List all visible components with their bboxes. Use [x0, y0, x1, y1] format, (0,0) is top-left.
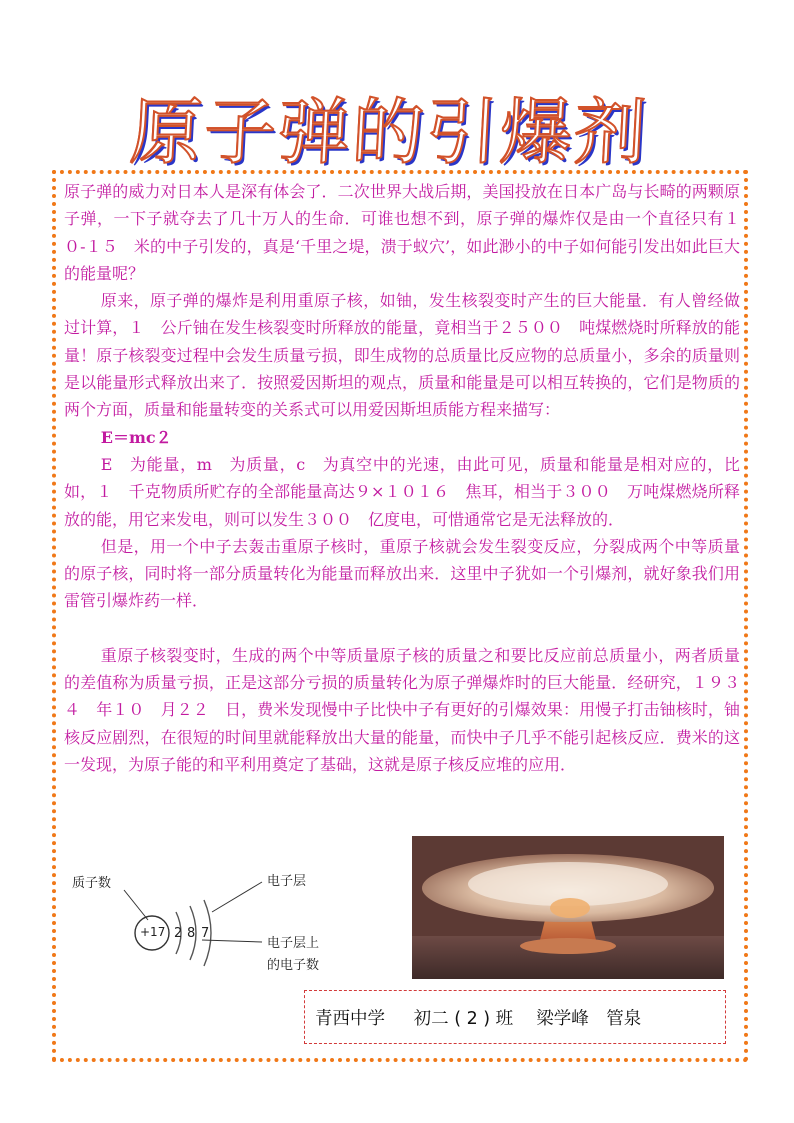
proton-count-label: 质子数 [72, 876, 112, 891]
atom-structure-diagram [62, 860, 362, 990]
cloud-fireball [550, 898, 590, 918]
pointer-proton [124, 890, 148, 920]
electron-count-shell-3: 7 [201, 926, 210, 941]
nucleus-charge: +17 [140, 925, 166, 939]
shell-electrons-label-line2: 的电子数 [267, 958, 320, 973]
author-credit: 青西中学 初二 ( 2 ) 班 梁学峰 管泉 [304, 990, 726, 1044]
electron-count-shell-1: 2 [174, 926, 183, 941]
paragraph-neutron: 但是，用一个中子去轰击重原子核时，重原子核就会发生裂变反应，分裂成两个中等质量的原子核，同时将一部分质量转化为能量而释放出来．这里中子犹如一个引爆剂，就好象我们用雷管引爆炸药一样． [64, 536, 740, 611]
mushroom-cloud-photo [412, 836, 724, 979]
paragraph-fermi: 重原子核裂变时，生成的两个中等质量原子核的质量之和要比反应前总质量小，两者质量的差值称为质量亏损，正是这部分亏损的质量转化为原子弹爆炸时的巨大能量．经研究，１９３４ 年１０ 月２２ 日，费米发现慢中子比快中子有更好的引爆效果：用慢子打击铀核时，铀核反应剧烈，在很短的时间里就能释放出大量的能量，而快中子几乎不能引起核反应．费米的这一发现，为原子能的和平利用奠定了基础，这就是原子核反应堆的应用． [64, 645, 740, 774]
page-title: 原子弹的引爆剂 [127, 90, 651, 174]
cloud-base [520, 938, 616, 954]
paragraph-fission: 原来，原子弹的爆炸是利用重原子核，如铀，发生核裂变时产生的巨大能量．有人曾经做过计算，１ 公斤铀在发生核裂变时所释放的能量，竟相当于２５００ 吨煤燃烧时所释放的能量！原子核裂变过程中会发生质量亏损，即生成物的总质量比反应物的总质量小，多余的质量则是以能量形式释放出来了．按照爱因斯坦的观点，质量和能量是可以相互转换的，它们是物质的两个方面，质量和能量转变的关系式可以用爱因斯坦质能方程来描写： [64, 291, 740, 420]
pointer-shell [212, 882, 262, 912]
electron-count-shell-2: 8 [187, 926, 196, 941]
article-body [64, 178, 740, 778]
paragraph-energy: E 为能量，m 为质量，c 为真空中的光速，由此可见，质量和能量是相对应的，比如，１ 千克物质所贮存的全部能量高达９×１０１６ 焦耳，相当于３００ 万吨煤燃烧所释放的能，用它来发电，则可以发生３００ 亿度电，可惜通常它是无法释放的． [64, 454, 740, 529]
electron-shell-label: 电子层 [267, 874, 307, 889]
shell-electrons-label-line1: 电子层上 [267, 936, 320, 951]
mass-energy-formula: E＝mc２ [100, 427, 172, 447]
mushroom-cloud-graphic [412, 836, 724, 979]
paragraph-intro: 原子弹的威力对日本人是深有体会了．二次世界大战后期，美国投放在日本广岛与长畸的两颗原子弹，一下子就夺去了几十万人的生命．可谁也想不到，原子弹的爆炸仅是由一个直径只有１０-１５ 米的中子引发的，真是‘千里之堤，溃于蚁穴’，如此渺小的中子如何能引发出如此巨大的能量呢？ [64, 182, 740, 283]
